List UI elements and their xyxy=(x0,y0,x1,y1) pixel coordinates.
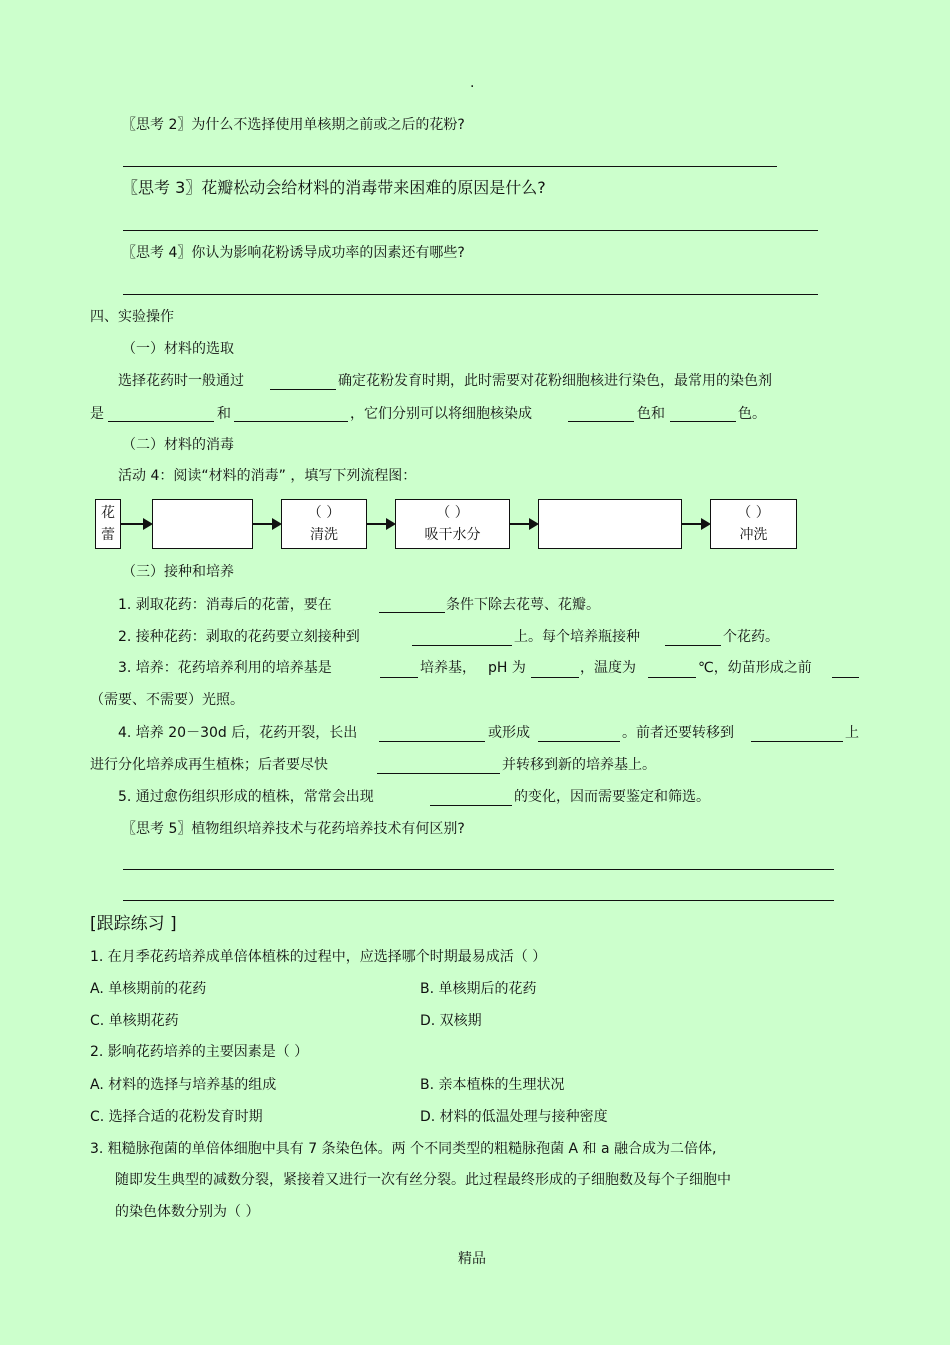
blank-item-2b[interactable] xyxy=(665,645,721,646)
item-4-c: 。前者还要转移到 xyxy=(622,725,734,741)
activity-4: 活动 4：阅读“材料的消毒” ，填写下列流程图： xyxy=(118,468,417,484)
sub-1-title: （一）材料的选取 xyxy=(122,341,234,357)
answer-line-4[interactable] xyxy=(123,294,818,295)
flow-bud-char-1: 花 xyxy=(101,505,115,521)
practice-heading: [跟踪练习 ] xyxy=(90,914,177,934)
blank-item-3a[interactable] xyxy=(380,677,418,678)
item-2-c: 个花药。 xyxy=(723,629,779,645)
footer-text: 精品 xyxy=(458,1251,486,1267)
q1-option-d[interactable]: D. 双核期 xyxy=(420,1013,482,1029)
sub-2-title: （二）材料的消毒 xyxy=(122,437,234,453)
blank-stain-1[interactable] xyxy=(108,421,214,422)
question-3-line-1: 3. 粗糙脉孢菌的单倍体细胞中具有 7 条染色体。两 个不同类型的粗糙脉孢菌 A 和 a 融合成为二倍体, xyxy=(90,1141,717,1157)
flow-box-blank-2[interactable] xyxy=(538,499,682,549)
q2-option-a[interactable]: A. 材料的选择与培养基的组成 xyxy=(90,1077,277,1093)
item-3-e: ℃，幼苗形成之前 xyxy=(698,660,812,676)
flow-bud-char-2: 蕾 xyxy=(101,527,115,543)
q1-option-a[interactable]: A. 单核期前的花药 xyxy=(90,981,207,997)
q2-option-b[interactable]: B. 亲本植株的生理状况 xyxy=(420,1077,565,1093)
flow-dry-paren: （ ） xyxy=(436,505,469,521)
item-3-b: 培养基， xyxy=(420,660,476,676)
flow-rinse-paren: （ ） xyxy=(737,505,770,521)
blank-item-2a[interactable] xyxy=(412,645,512,646)
flow-wash-label: 清洗 xyxy=(310,527,338,543)
flow-arrow-4 xyxy=(510,523,537,525)
flow-box-rinse[interactable] xyxy=(710,499,797,549)
item-3-c: pH 为 xyxy=(488,660,526,676)
blank-item-3c[interactable] xyxy=(648,677,696,678)
flow-rinse-label: 冲洗 xyxy=(739,527,768,543)
blank-stain-2[interactable] xyxy=(234,421,348,422)
blank-item-5[interactable] xyxy=(430,805,512,806)
question-2: 2. 影响花药培养的主要因素是（ ） xyxy=(90,1044,309,1060)
blank-color-2[interactable] xyxy=(670,421,736,422)
answer-line-5a[interactable] xyxy=(123,869,834,870)
q2-option-c[interactable]: C. 选择合适的花粉发育时期 xyxy=(90,1109,263,1125)
select-text-b: 确定花粉发育时期，此时需要对花粉细胞核进行染色，最常用的染色剂 xyxy=(338,373,772,389)
item-4-a: 4. 培养 20－30d 后，花药开裂，长出 xyxy=(118,725,358,741)
flow-arrow-1 xyxy=(121,523,151,525)
blank-color-1[interactable] xyxy=(568,421,634,422)
think-3: 〖思考 3〗花瓣松动会给材料的消毒带来困难的原因是什么? xyxy=(122,178,546,197)
flow-box-bud xyxy=(95,499,121,549)
q1-option-c[interactable]: C. 单核期花药 xyxy=(90,1013,179,1029)
item-3-a: 3. 培养：花药培养利用的培养基是 xyxy=(118,660,332,676)
select-text-e: ，它们分别可以将细胞核染成 xyxy=(350,406,532,422)
blank-item-3d[interactable] xyxy=(832,677,859,678)
select-text-f: 色和 xyxy=(637,406,665,422)
item-3-d: ，温度为 xyxy=(580,660,636,676)
think-2: 〖思考 2〗为什么不选择使用单核期之前或之后的花粉? xyxy=(122,117,465,133)
item-1-a: 1. 剥取花药：消毒后的花蕾，要在 xyxy=(118,597,332,613)
flow-box-wash[interactable] xyxy=(281,499,367,549)
question-3-line-3: 的染色体数分别为（ ） xyxy=(115,1204,260,1220)
flow-box-dry[interactable] xyxy=(395,499,510,549)
answer-line-3[interactable] xyxy=(123,230,818,231)
q1-option-b[interactable]: B. 单核期后的花药 xyxy=(420,981,537,997)
item-4-f: 并转移到新的培养基上。 xyxy=(502,757,656,773)
flow-arrow-2 xyxy=(253,523,280,525)
flow-arrow-5 xyxy=(682,523,709,525)
blank-item-4d[interactable] xyxy=(377,773,500,774)
section-4-title: 四、实验操作 xyxy=(90,309,174,325)
think-5: 〖思考 5〗植物组织培养技术与花药培养技术有何区别? xyxy=(122,821,465,837)
question-3-line-2: 随即发生典型的减数分裂，紧接着又进行一次有丝分裂。此过程最终形成的子细胞数及每个子细胞中 xyxy=(115,1172,731,1188)
item-4-e: 进行分化培养成再生植株；后者要尽快 xyxy=(90,757,328,773)
item-2-a: 2. 接种花药：剥取的花药要立刻接种到 xyxy=(118,629,360,645)
select-text-c: 是 xyxy=(90,406,104,422)
select-text-a: 选择花药时一般通过 xyxy=(118,373,244,389)
blank-item-4a[interactable] xyxy=(379,741,485,742)
item-4-b: 或形成 xyxy=(488,725,530,741)
answer-line-5b[interactable] xyxy=(123,900,834,901)
question-1: 1. 在月季花药培养成单倍体植株的过程中，应选择哪个时期最易成活（ ） xyxy=(90,949,547,965)
flow-dry-label: 吸干水分 xyxy=(424,527,481,543)
select-text-g: 色。 xyxy=(738,406,766,422)
item-2-b: 上。每个培养瓶接种 xyxy=(514,629,640,645)
item-3-f: （需要、不需要）光照。 xyxy=(90,692,244,708)
item-4-d: 上 xyxy=(845,725,859,741)
select-text-d: 和 xyxy=(217,406,231,422)
item-5-a: 5. 通过愈伤组织形成的植株，常常会出现 xyxy=(118,789,374,805)
item-5-b: 的变化，因而需要鉴定和筛选。 xyxy=(514,789,710,805)
blank-item-4b[interactable] xyxy=(538,741,620,742)
answer-line-2[interactable] xyxy=(123,166,777,167)
flow-wash-paren: （ ） xyxy=(307,505,341,521)
blank-item-3b[interactable] xyxy=(531,677,579,678)
blank-item-4c[interactable] xyxy=(751,741,843,742)
blank-select-1[interactable] xyxy=(270,389,336,390)
item-1-b: 条件下除去花萼、花瓣。 xyxy=(446,597,600,613)
flow-arrow-3 xyxy=(367,523,394,525)
sub-3-title: （三）接种和培养 xyxy=(122,564,234,580)
q2-option-d[interactable]: D. 材料的低温处理与接种密度 xyxy=(420,1109,608,1125)
think-4: 〖思考 4〗你认为影响花粉诱导成功率的因素还有哪些? xyxy=(122,245,465,261)
blank-item-1[interactable] xyxy=(379,612,445,613)
flow-box-blank-1[interactable] xyxy=(152,499,253,549)
header-dot: . xyxy=(470,75,475,91)
